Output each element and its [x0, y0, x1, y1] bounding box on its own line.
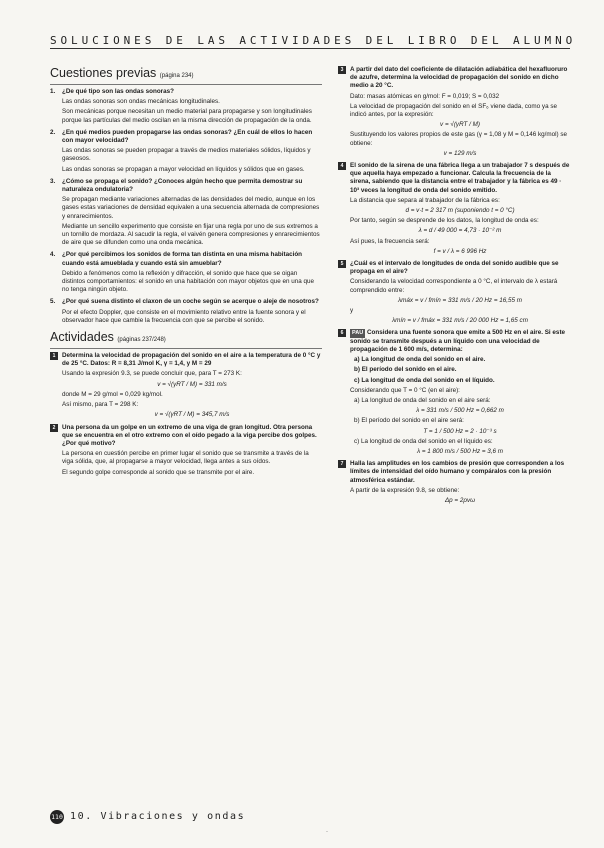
answer-text: La persona en cuestión percibe en primer lugar el sonido que se transmite a través de la viga sólida, que, al propagarse a mayor velocidad, llega antes a sus oídos. — [62, 450, 309, 466]
equation: Δp = 2ρvω — [444, 496, 476, 504]
answer-text: Las ondas sonoras se pueden propagar a través de medios materiales sólidos, líquidos y gaseosos. — [62, 147, 311, 163]
activity-number-badge: 5 — [338, 260, 346, 268]
activity-number-badge: 4 — [338, 162, 346, 170]
question-text: ¿Por qué percibimos los sonidos de forma tan distinta en una misma habitación cuando está amueblada y cuando está sin amueblar? — [62, 251, 303, 267]
activity-number-badge: 1 — [50, 352, 58, 360]
left-column — [50, 66, 322, 481]
activity-question — [350, 329, 570, 354]
section-cuestiones-previas — [50, 66, 322, 85]
answer-text: Sustituyendo los valores propios de este gas (γ = 1,08 y M = 0,146 kg/mol) se obtiene: — [350, 131, 568, 147]
section-title: Actividades — [50, 330, 114, 345]
answer-text: c) La longitud de onda del sonido en el líquido es: — [354, 437, 493, 445]
activity-item — [338, 260, 570, 325]
question-text: ¿Por qué suena distinto el claxon de un coche según se acerque o aleje de nosotros? — [62, 298, 319, 306]
equation: λmín = v / fmáx = 331 m/s / 20 000 Hz = 1,65 cm — [392, 317, 528, 325]
question-number: 2. — [50, 128, 56, 136]
activity-item — [338, 329, 570, 456]
equation: λ = d / 49 000 = 4,73 · 10⁻² m — [418, 227, 502, 235]
page-footer — [50, 810, 330, 824]
answer-text: Son mecánicas porque necesitan un medio material para propagarse y son longitudinales porque las partículas del medio oscilan en la misma dirección de propagación de la onda. — [62, 108, 312, 124]
answer-text: Las ondas sonoras son ondas mecánicas longitudinales. — [62, 98, 220, 106]
activity-number-badge: 6 — [338, 329, 346, 337]
activity-question: Una persona da un golpe en un extremo de una viga de gran longitud. Otra persona que se encuentra en el otro extremo con el oído pegado a la viga percibe dos golpes. ¿Por qué motivo? — [62, 423, 317, 447]
section-actividades — [50, 330, 322, 349]
answer-text: Usando la expresión 9.3, se puede concluir que, para T = 273 K: — [62, 370, 242, 378]
activity-question-text: Considera una fuente sonora que emite a 500 Hz en el aire. Si este sonido se transmite después a un líquido con una velocidad de propagación de 1 600 m/s, determina: — [350, 329, 566, 353]
activity-item — [50, 352, 322, 419]
equation: T = 1 / 500 Hz = 2 · 10⁻³ s — [423, 427, 497, 435]
question-item — [50, 251, 322, 294]
question-item — [50, 298, 322, 325]
activity-item — [338, 66, 570, 158]
subquestion: c) La longitud de onda del sonido en el líquido. — [354, 376, 495, 384]
activity-number-badge: 2 — [50, 424, 58, 432]
answer-text: Las ondas sonoras se propagan a mayor velocidad en líquidos y sólidos que en gases. — [62, 165, 305, 173]
answer-text: donde M = 29 g/mol = 0,029 kg/mol. — [62, 390, 163, 398]
question-number: 3. — [50, 177, 56, 185]
answer-text: La velocidad de propagación del sonido en el SF₆ viene dada, como ya se indicó antes, por la expresión: — [350, 102, 557, 119]
section-pages: (página 234) — [159, 73, 194, 79]
pau-tag: PAU — [352, 330, 364, 337]
question-item — [50, 129, 322, 174]
activity-number-badge: 7 — [338, 460, 346, 468]
chapter-title: 10. Vibraciones y ondas — [70, 810, 246, 822]
activity-question: Determina la velocidad de propagación del sonido en el aire a la temperatura de 0 °C y de 25 °C. Datos: R = 8,31 J/mol K, γ = 1,4, y M = 29 — [62, 352, 321, 368]
equation: λmáx = v / fmín = 331 m/s / 20 Hz = 16,55 m — [397, 296, 523, 304]
equation: v = √(γRT / M) = 345,7 m/s — [154, 411, 230, 419]
equation: λ = 1 800 m/s / 500 Hz = 3,6 m — [416, 447, 504, 455]
section-pages: (páginas 237/248) — [117, 337, 166, 344]
answer-text: El segundo golpe corresponde al sonido que se transmite por el aire. — [62, 468, 255, 476]
activity-question: ¿Cuál es el intervalo de longitudes de onda del sonido audible que se propaga en el aire? — [350, 260, 559, 276]
answer-text: Mediante un sencillo experimento que consiste en fijar una regla por uno de sus extremos a un tornillo de mordaza. Al sacudir la regla, el vaivén genera compresiones y enrarecimientos de aire que se difunden como una onda mecánica. — [62, 222, 320, 247]
equation: v = 129 m/s — [443, 149, 477, 157]
answer-text: Considerando la velocidad correspondiente a 0 °C, el intervalo de λ estará comprendido entre: — [350, 278, 558, 294]
question-text: ¿Cómo se propaga el sonido? ¿Conoces algún hecho que permita demostrar su naturaleza ondulatoria? — [62, 177, 303, 194]
question-number: 5. — [50, 298, 56, 306]
equation: λ = 331 m/s / 500 Hz = 0,662 m — [416, 407, 504, 415]
question-text: ¿En qué medios pueden propagarse las ondas sonoras? ¿En cuál de ellos lo hacen con mayor velocidad? — [62, 128, 313, 145]
equation: f = v / λ = 6 996 Hz — [433, 247, 487, 255]
section-title: Cuestiones previas — [50, 66, 157, 80]
equation: d = v·t = 2 317 m (suponiendo t = 0 °C) — [405, 207, 515, 215]
question-number: 4. — [50, 251, 56, 259]
question-item — [50, 88, 322, 125]
activity-question: El sonido de la sirena de una fábrica llega a un trabajador 7 s después de que aquella haya empezado a funcionar. Calcula la frecuencia de la sirena, sabiendo que la distancia entre el trabajador y la fábrica es 49 · 10³ veces la longitud de onda del sonido emitido. — [350, 162, 570, 194]
activity-number-badge: 3 — [338, 66, 346, 74]
subquestion: a) La longitud de onda del sonido en el aire. — [354, 356, 486, 364]
activity-item — [338, 162, 570, 256]
answer-text: Así mismo, para T = 298 K: — [62, 401, 139, 409]
answer-text: Debido a fenómenos como la reflexión y difracción, el sonido que hace que se oigan distintos comportamientos: el sonido en una habitación con mayor objetos que en una que no tenga ningún objeto. — [62, 269, 315, 294]
answer-text: a) La longitud de onda del sonido en el aire será: — [354, 396, 491, 404]
answer-text: La distancia que separa al trabajador de la fábrica es: — [350, 196, 500, 204]
question-number: 1. — [50, 88, 56, 95]
question-item — [50, 178, 322, 248]
page-number-badge: 110 — [50, 810, 64, 824]
answer-text: A partir de la expresión 9.8, se obtiene: — [350, 486, 460, 494]
activity-question: Halla las amplitudes en los cambios de presión que corresponden a los límites de intensidad del oído humano y compáralos con la presión atmosférica estándar. — [350, 460, 565, 484]
answer-text: Por el efecto Doppler, que consiste en el movimiento relativo entre la fuente sonora y el observador hace que cambie la frecuencia con que se percibe el sonido. — [62, 308, 306, 324]
activity-item — [338, 460, 570, 505]
connector-text: y — [350, 307, 354, 315]
data-text: Dato: masas atómicas en g/mol: F = 0,019; S = 0,032 — [350, 92, 500, 100]
activity-question: A partir del dato del coeficiente de dilatación adiabática del hexafluoruro de azufre, determina la velocidad de propagación del sonido en dicho medio a 20 °C. — [350, 66, 568, 90]
subquestion: b) El período del sonido en el aire. — [354, 366, 457, 374]
answer-text: b) El período del sonido en el aire será: — [354, 417, 464, 425]
answer-text: Así pues, la frecuencia será: — [350, 237, 430, 245]
answer-text: Considerando que T = 0 °C (en el aire): — [350, 386, 460, 394]
running-header — [50, 34, 577, 49]
question-text: ¿De qué tipo son las ondas sonoras? — [62, 88, 174, 95]
answer-text: Por tanto, según se desprende de los datos, la longitud de onda es: — [350, 217, 539, 225]
equation: v = √(γRT / M) = 331 m/s — [157, 380, 227, 388]
running-header-title: SOLUCIONES DE LAS ACTIVIDADES DEL LIBRO DEL ALUMNO — [50, 34, 577, 47]
equation: v = √(γRT / M) — [440, 121, 480, 129]
right-column — [338, 66, 570, 509]
activity-item — [50, 424, 322, 477]
page-mark: · — [326, 829, 328, 835]
answer-text: Se propagan mediante variaciones alternadas de las densidades del medio, aunque en los gases estas variaciones de densidad equivalen a una secuencia alternada de compresiones y enrarecimientos. — [62, 196, 320, 220]
